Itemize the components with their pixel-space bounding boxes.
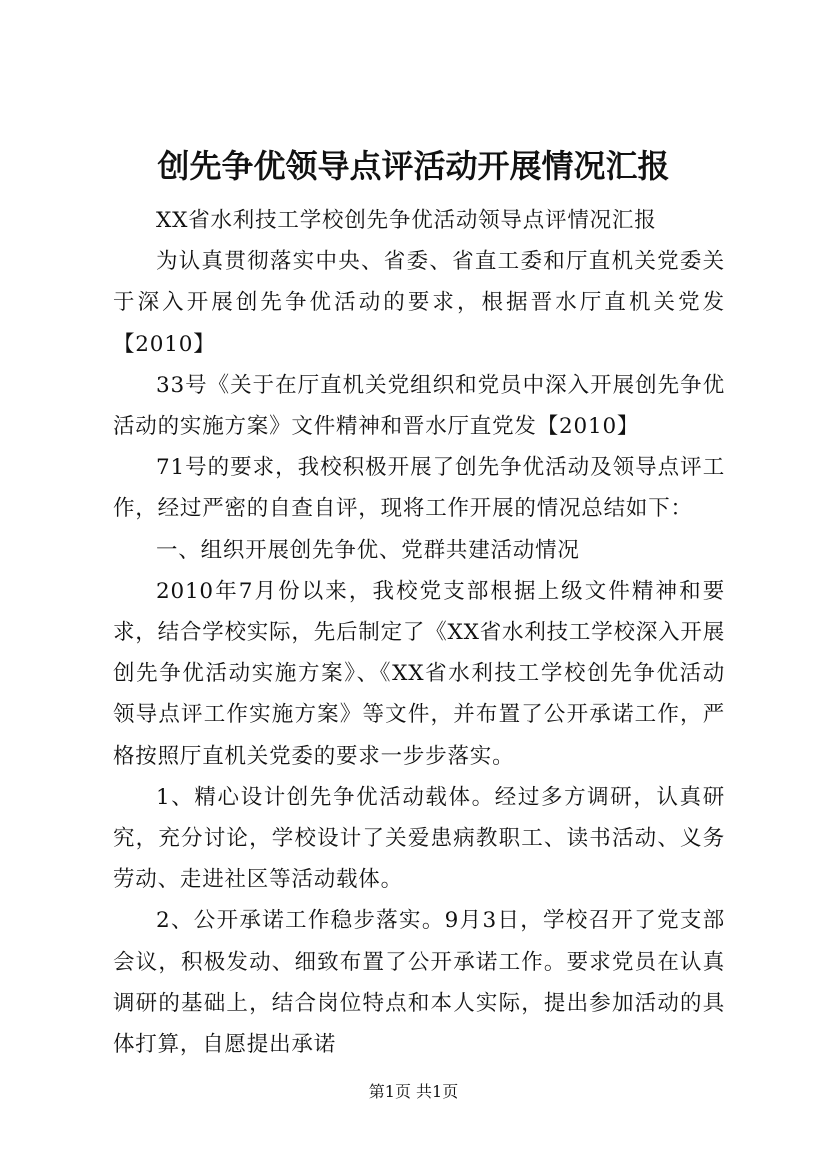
body-paragraph: 2010年7月份以来，我校党支部根据上级文件精神和要求，结合学校实际，先后制定了《XX省水利技工学校深入开展创先争优活动实施方案》、《XX省水利技工学校创先争优活动领导点评工作实施方案》等文件，并布置了公开承诺工作，严格按照厅直机关党委的要求一步步落实。 [113, 578, 726, 769]
body-paragraph: 71号的要求，我校积极开展了创先争优活动及领导点评工作，经过严密的自查自评，现将工作开展的情况总结如下： [113, 455, 725, 522]
body-paragraph: 1、精心设计创先争优活动载体。经过多方调研，认真研究，充分讨论，学校设计了关爱患病教职工、读书活动、义务劳动、走进社区等活动载体。 [113, 784, 725, 893]
document-body [113, 200, 725, 1065]
body-paragraph: 33号《关于在厅直机关党组织和党员中深入开展创先争优活动的实施方案》文件精神和晋水厅直党发【2010】 [113, 372, 725, 440]
subtitle-paragraph: XX省水利技工学校创先争优活动领导点评情况汇报 [156, 208, 657, 233]
body-paragraph: 为认真贯彻落实中央、省委、省直工委和厅直机关党委关于深入开展创先争优活动的要求，根据晋水厅直机关党发【2010】 [113, 249, 725, 357]
section-heading: 一、组织开展创先争优、党群共建活动情况 [156, 537, 580, 563]
page-number-footer: 第1页 共1页 [368, 1082, 459, 1101]
document-title: 创先争优领导点评活动开展情况汇报 [157, 147, 670, 185]
body-paragraph: 2、公开承诺工作稳步落实。9月3日，学校召开了党支部会议，积极发动、细致布置了公开承诺工作。要求党员在认真调研的基础上，结合岗位特点和本人实际，提出参加活动的具体打算，自愿提出承诺 [113, 908, 725, 1058]
